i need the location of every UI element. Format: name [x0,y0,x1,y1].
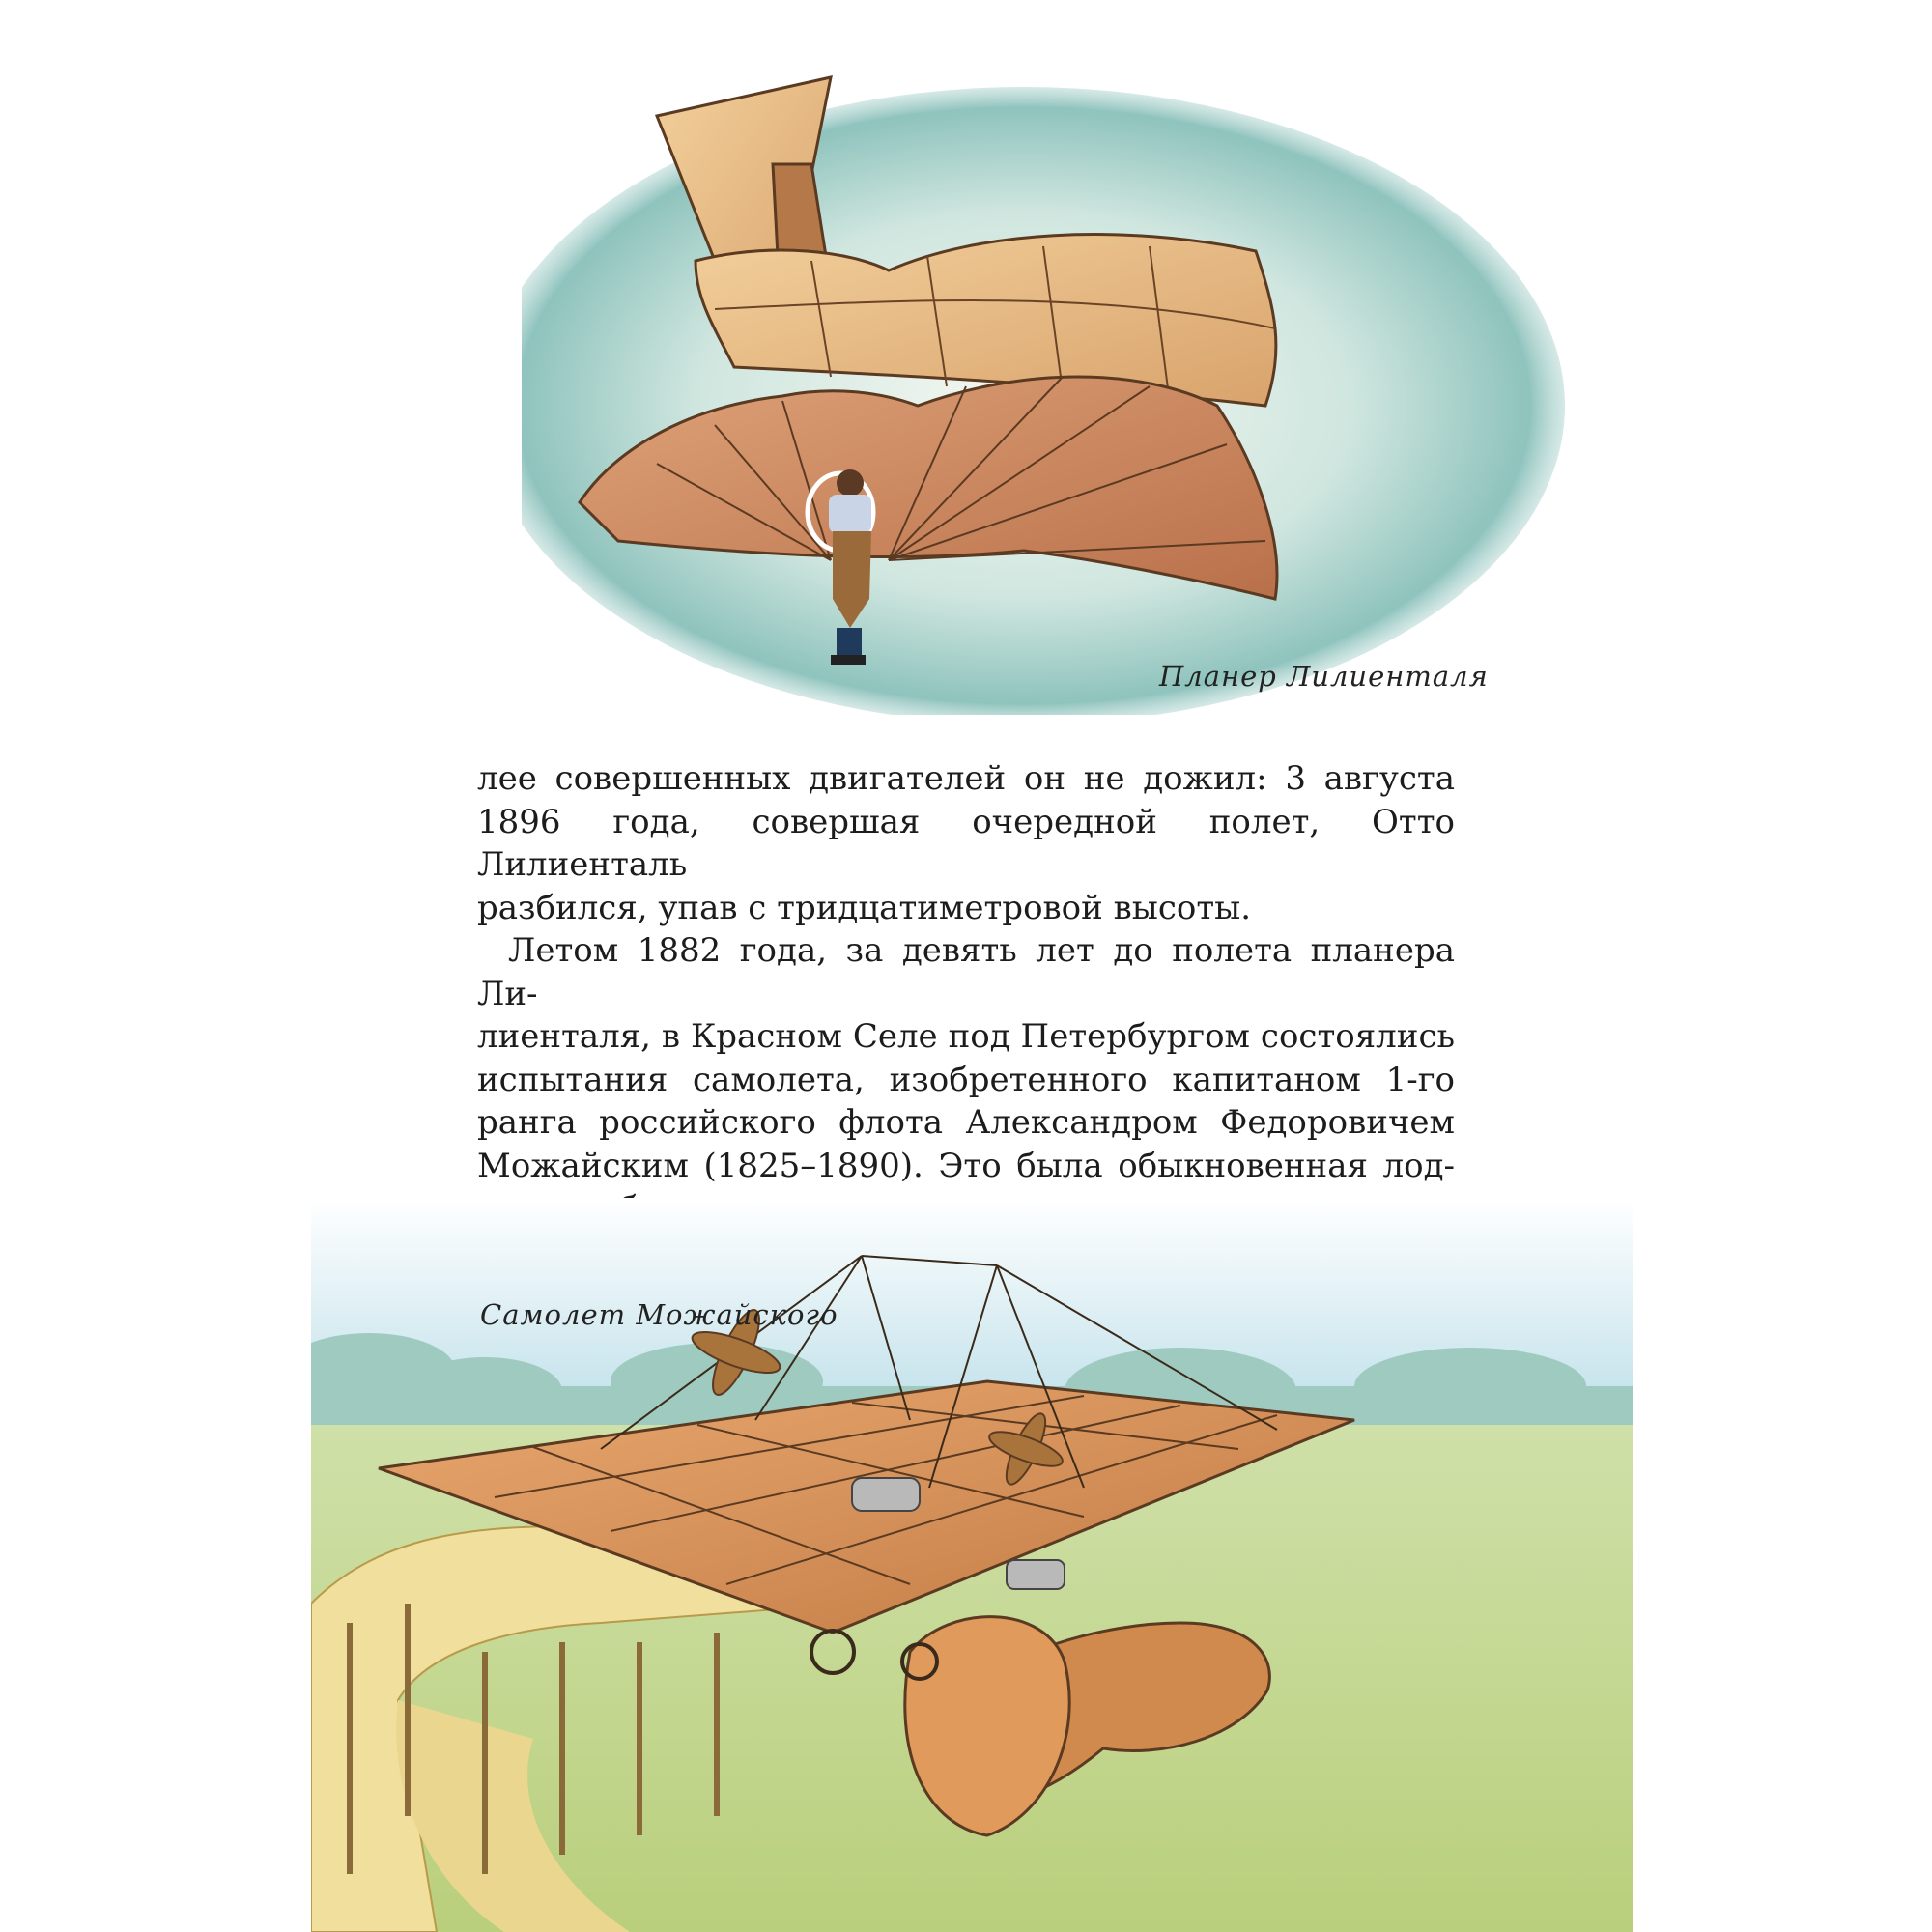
caption-lilienthal-glider: Планер Лилиенталя [1159,660,1489,693]
caption-mozhaysky-airplane: Самолет Можайского [480,1298,838,1331]
text-line: лиенталя, в Красном Селе под Петербургом состоялись [477,1017,1455,1056]
text-line: 1896 года, совершая очередной полет, Отто Лилиенталь [477,802,1455,884]
body-text [477,757,1455,1231]
text-line: Летом 1882 года, за девять лет до полета планера Ли- [477,931,1455,1013]
text-line: испытания самолета, изобретенного капитаном 1-го [477,1060,1455,1099]
text-line: ранга российского флота Александром Федоровичем [477,1103,1455,1142]
text-line: Можайским (1825–1890). Это была обыкновенная лод- [477,1146,1455,1185]
text-line: разбился, упав с тридцатиметровой высоты. [477,888,1252,927]
text-line: лее совершенных двигателей он не дожил: 3 августа [477,759,1455,798]
lilienthal-glider-illustration [522,58,1565,715]
